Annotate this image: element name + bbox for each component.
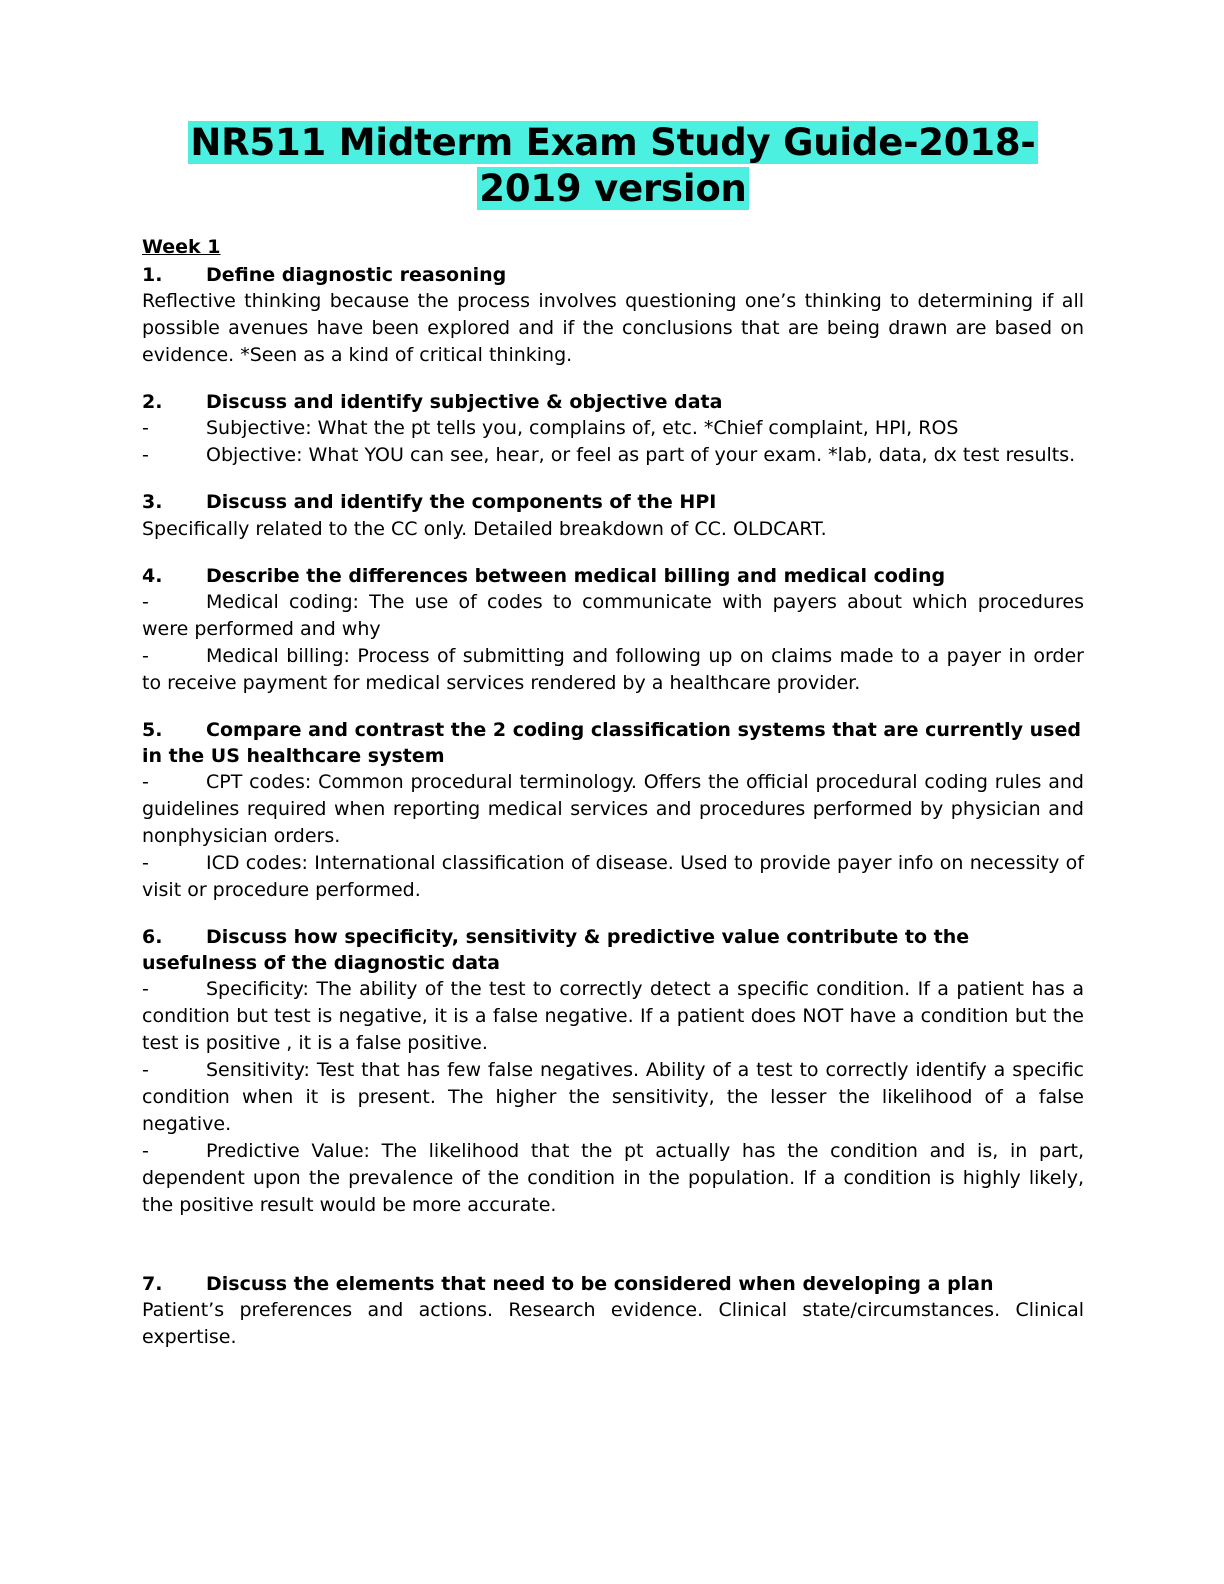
answer-bullet xyxy=(142,589,1084,643)
answer-bullet xyxy=(142,643,1084,697)
spacer xyxy=(142,904,1084,924)
spacer xyxy=(142,697,1084,717)
question-number-5: 5. xyxy=(142,718,163,741)
answer-paragraph-7: Patient’s preferences and actions. Research evidence. Clinical state/circumstances. Clinical expertise. xyxy=(142,1299,1084,1349)
spacer xyxy=(142,369,1084,389)
bullet-marker: - xyxy=(142,1059,149,1082)
question-heading-1 xyxy=(142,262,1084,288)
answer-bullet xyxy=(142,1057,1084,1138)
study-item-3 xyxy=(142,489,1084,542)
page-title xyxy=(142,120,1084,213)
question-heading-4 xyxy=(142,563,1084,589)
bullet-text: Specificity: The ability of the test to correctly detect a specific condition. If a patient has a condition but test is negative, it is a false negative. If a patient does NOT have a condition but the test is positive , it is a false positive. xyxy=(142,978,1084,1055)
question-heading-2 xyxy=(142,389,1084,415)
bullet-marker: - xyxy=(142,852,149,875)
bullet-text: Predictive Value: The likelihood that the pt actually has the condition and is, in part, dependent upon the prevalence of the condition in the population. If a condition is highly likely, the positive result would be more accurate. xyxy=(142,1140,1084,1217)
question-heading-5 xyxy=(142,717,1084,769)
page-title-line-2: 2019 version xyxy=(479,167,747,211)
question-text-2: Discuss and identify subjective & objective data xyxy=(206,391,723,414)
answer-bullet xyxy=(142,442,1084,469)
bullet-marker: - xyxy=(142,590,149,613)
spacer xyxy=(142,543,1084,563)
answer-paragraph-3: Specifically related to the CC only. Detailed breakdown of CC. OLDCART. xyxy=(142,517,827,540)
bullet-marker: - xyxy=(142,417,149,440)
answer-paragraph-1: Reflective thinking because the process involves questioning one’s thinking to determining if all possible avenues have been explored and if the conclusions that are being drawn are based on evidence. *Seen as a kind of critical thinking. xyxy=(142,290,1084,367)
question-heading-7 xyxy=(142,1271,1084,1297)
bullet-marker: - xyxy=(142,771,149,794)
question-text-4: Describe the differences between medical billing and medical coding xyxy=(206,564,946,587)
question-text-5: Compare and contrast the 2 coding classification systems that are currently used in the US healthcare system xyxy=(142,718,1081,767)
answer-bullet xyxy=(142,1138,1084,1219)
page-title-line-1: NR511 Midterm Exam Study Guide-2018- xyxy=(190,121,1036,164)
bullet-text: Objective: What YOU can see, hear, or feel as part of your exam. *lab, data, dx test results. xyxy=(206,444,1076,467)
study-item-2 xyxy=(142,389,1084,469)
question-number-4: 4. xyxy=(142,564,163,587)
bullet-marker: - xyxy=(142,444,149,467)
question-text-6: Discuss how specificity, sensitivity & predictive value contribute to the usefulness of the diagnostic data xyxy=(142,925,970,975)
study-item-4 xyxy=(142,563,1084,697)
study-item-1 xyxy=(142,262,1084,369)
bullet-text: CPT codes: Common procedural terminology. Offers the official procedural coding rules and guidelines required when reporting medical services and procedures performed by physician and nonphysician orders. xyxy=(142,771,1084,848)
answer-bullet xyxy=(142,769,1084,850)
bullet-marker: - xyxy=(142,644,149,667)
bullet-text: Medical coding: The use of codes to communicate with payers about which procedures were performed and why xyxy=(142,590,1084,640)
section-heading-week-1: Week 1 xyxy=(142,235,221,258)
question-text-7: Discuss the elements that need to be considered when developing a plan xyxy=(206,1273,994,1296)
bullet-text: Sensitivity: Test that has few false negatives. Ability of a test to correctly identify a specific condition when it is present. The higher the sensitivity, the lesser the likelihood of a false negative. xyxy=(142,1059,1084,1136)
question-number-3: 3. xyxy=(142,491,163,514)
bullet-marker: - xyxy=(142,1140,149,1163)
answer-bullet xyxy=(142,850,1084,904)
question-number-7: 7. xyxy=(142,1273,163,1296)
spacer xyxy=(142,1219,1084,1271)
bullet-text: Medical billing: Process of submitting and following up on claims made to a payer in order to receive payment for medical services rendered by a healthcare provider. xyxy=(142,644,1084,694)
bullet-marker: - xyxy=(142,978,149,1001)
study-item-7 xyxy=(142,1271,1084,1351)
question-heading-6 xyxy=(142,924,1084,976)
question-number-1: 1. xyxy=(142,264,163,287)
spacer xyxy=(142,469,1084,489)
bullet-text: Subjective: What the pt tells you, complains of, etc. *Chief complaint, HPI, ROS xyxy=(206,417,959,440)
bullet-text: ICD codes: International classification of disease. Used to provide payer info on necessity of visit or procedure performed. xyxy=(142,852,1084,902)
answer-bullet xyxy=(142,415,1084,442)
question-text-3: Discuss and identify the components of the HPI xyxy=(206,491,717,514)
study-item-6 xyxy=(142,924,1084,1219)
question-heading-3 xyxy=(142,489,1084,515)
question-number-6: 6. xyxy=(142,925,163,948)
study-item-5 xyxy=(142,717,1084,904)
answer-bullet xyxy=(142,976,1084,1057)
question-text-1: Define diagnostic reasoning xyxy=(206,264,507,287)
question-number-2: 2. xyxy=(142,391,163,414)
